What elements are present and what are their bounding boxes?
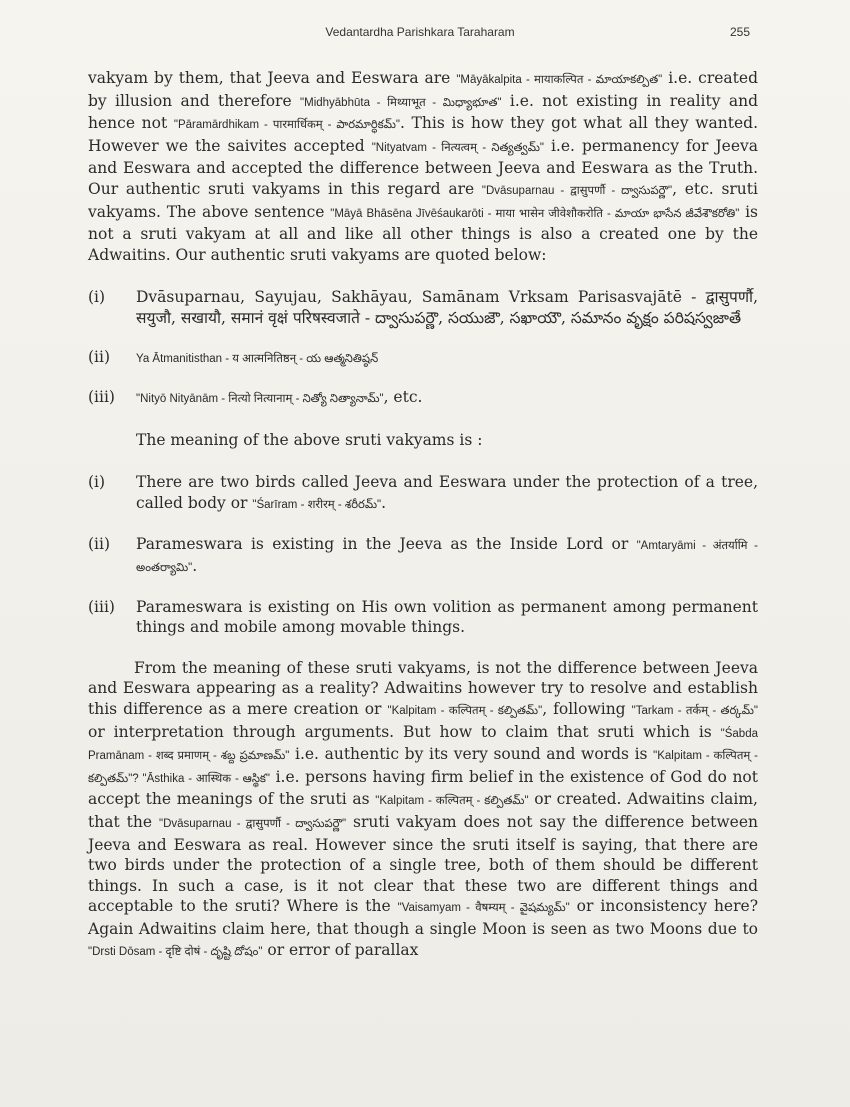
list-number: (i) <box>88 288 106 307</box>
transliteration-term: "Kalpitam - कल्पितम् - కల్పితమ్"? "Āsthika - आस्थिक - ఆస్థిక" <box>88 750 758 785</box>
body-text: i.e. persons having firm belief in the existence of God do not accept the meanings of the sruti as <box>88 767 758 809</box>
body-text: There are two birds called Jeeva and Eeswara under the protection of a tree, called body or <box>136 473 758 512</box>
transliteration-term: "Śarīram - शरीरम् - శరీరమ్" <box>252 498 382 511</box>
list-text <box>136 597 758 638</box>
body-text: , following <box>542 700 632 719</box>
list-number: (iii) <box>88 597 115 616</box>
transliteration-term: "Māyā Bhāsēna Jīvēśaukarōti - माया भासेन जीवेशौकरोति - మాయా భాసేన జీవేశౌకరోతి" <box>330 207 740 220</box>
transliteration-term: Ya Ātmanitisthan - य आत्मनितिष्ठन् - య ఆత్మనితిష్ఠన్ <box>136 352 379 365</box>
body-text: is not a sruti vakyam at all and like all other things is also a created one by the Adwaitins. Our authentic sruti vakyams are quoted below: <box>88 202 758 264</box>
body-text: i.e. not existing in reality and hence not <box>88 91 759 133</box>
body-text: or interpretation through arguments. But how to claim that sruti which is <box>88 722 721 741</box>
transliteration-term: "Nityatvam - नित्यत्वम् - నిత్యత్వమ్" <box>371 141 544 154</box>
list-text <box>136 534 758 579</box>
page-body <box>88 68 758 962</box>
body-text: . This is how they got what all they wanted. However we the saivites accepted <box>88 114 759 155</box>
body-text: sruti vakyam does not say the difference between Jeeva and Eeswara as real. However since the sruti itself is saying, that there are two birds under the protection of a single tree, both of them should be different things. In such a case, is it not clear that these two are different things and acceptable to the sruti? Where is the <box>88 813 758 916</box>
paragraph-intro <box>88 68 758 265</box>
paragraph-discussion <box>88 658 758 962</box>
body-text: , etc. <box>383 388 423 407</box>
transliteration-term: "Midhyābhūta - मिथ्याभूत - మిధ్యాభూత" <box>300 96 502 109</box>
list-text <box>136 387 758 410</box>
body-text: . <box>381 493 387 512</box>
page-number: 255 <box>730 25 751 39</box>
transliteration-term: "Tarkam - तर्कम् - తర్కమ్" <box>631 705 758 718</box>
list-text <box>136 472 758 515</box>
body-text: or error of parallax <box>262 940 419 959</box>
list-item <box>88 387 758 410</box>
body-text: Dvāsuparnau, Sayujau, Sakhāyau, Samānam Vrksam Parisasvajātē - द्वासुपर्णौ, सयुजौ, सखायौ, समानं वृक्षं परिषस्वजाते - ద్వాసుపర్ణౌ, సయుజౌ, సఖాయౌ, సమానం వృక్షం పరిషస్వజాతే <box>136 288 758 327</box>
transliteration-term: "Amtaryāmi - अंतर्यामि - అంతర్యామి" <box>136 539 758 575</box>
list-number: (i) <box>88 473 106 492</box>
transliteration-term: "Kalpitam - कल्पितम् - కల్పితమ్" <box>375 795 529 808</box>
transliteration-term: "Vaisamyam - वैषम्यम् - వైషమ్యమ్" <box>397 902 570 915</box>
body-text: vakyam by them, that Jeeva and Eeswara are <box>88 69 457 87</box>
list-number: (ii) <box>88 347 111 366</box>
list-number: (ii) <box>88 534 111 553</box>
list-item <box>88 347 758 370</box>
transliteration-term: "Pāramārdhikam - पारमार्धिकम् - పారమార్ధికమ్" <box>173 119 400 132</box>
list-text <box>136 347 758 370</box>
list-item <box>88 534 758 579</box>
meaning-intro: The meaning of the above sruti vakyams is : <box>136 430 483 449</box>
transliteration-term: "Dvāsuparnau - द्वासुपर्णौ - ద్వాసుపర్ణౌ" <box>158 818 347 831</box>
body-text: Parameswara is existing in the Jeeva as the Inside Lord or <box>136 534 637 553</box>
body-text: , etc. sruti vakyams. The above sentence <box>88 179 758 221</box>
body-text: i.e. created by illusion and therefore <box>88 69 758 110</box>
transliteration-term: "Śabda Pramānam - शब्द प्रमाणम् - శబ్ద ప్రమాణమ్" <box>88 727 758 763</box>
transliteration-term: "Kalpitam - कल्पितम् - కల్పితమ్" <box>387 705 543 718</box>
list-item <box>88 287 758 328</box>
transliteration-term: "Nityō Nityānām - नित्यो नित्यानाम् - నిత్యో నిత్యానామ్" <box>136 393 384 406</box>
body-text: From the meaning of these sruti vakyams, is not the difference between Jeeva and Eeswara appearing as a reality? Adwaitins however try to resolve and establish this difference as a mere creation or <box>88 658 758 719</box>
book-title: Vedantardha Parishkara Taraharam <box>325 25 515 39</box>
body-text: or created. Adwaitins claim, that the <box>88 790 758 832</box>
body-text: i.e. permanency for Jeeva and Eeswara and accepted the difference between Jeeva and Eeswara as the Truth. Our authentic sruti vakyams in this regard are <box>88 136 759 198</box>
list-number: (iii) <box>88 388 115 407</box>
list-item <box>88 597 758 638</box>
body-text: or inconsistency here? Again Adwaitins claim here, that though a single Moon is seen as two Moons due to <box>88 897 758 938</box>
meaning-list <box>88 472 758 638</box>
body-text: . <box>192 557 198 576</box>
list-text <box>136 287 758 328</box>
body-text: Parameswara is existing on His own volition as permanent among permanent things and mobile among movable things. <box>136 597 758 637</box>
sruti-list <box>88 287 758 409</box>
body-text: i.e. authentic by its very sound and words is <box>289 745 654 764</box>
list-item <box>88 472 758 515</box>
transliteration-term: "Māyākalpita - मायाकल्पित - మాయాకల్పిత" <box>456 74 663 86</box>
transliteration-term: "Dvāsuparnau - द्वासुपर्णौ - ద్వాసుపర్ణౌ" <box>481 184 673 197</box>
transliteration-term: "Drsti Dōsam - दृष्टि दोषं - దృష్టి దోషం" <box>88 945 263 958</box>
running-header <box>0 22 850 44</box>
